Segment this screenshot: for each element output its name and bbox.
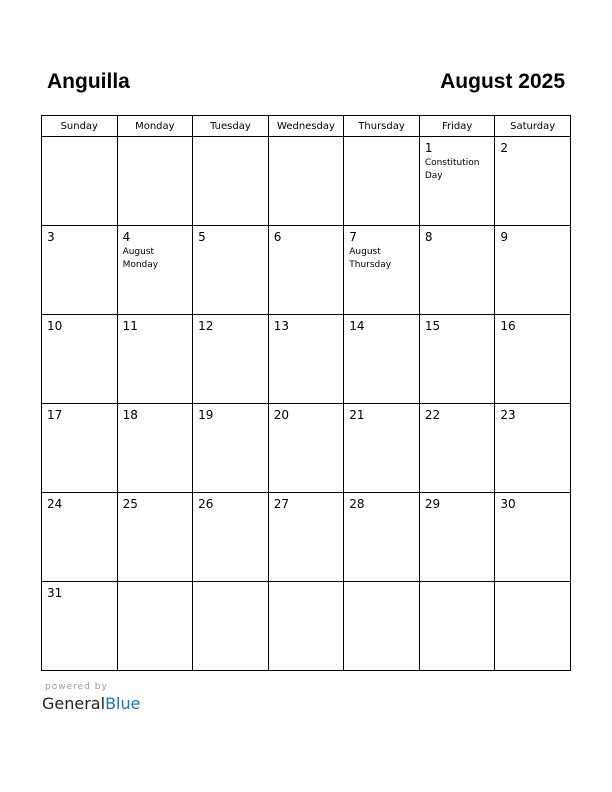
day-number: 23 xyxy=(500,408,516,422)
day-cell xyxy=(117,404,193,493)
weekday-sunday: Sunday xyxy=(42,116,118,137)
weekday-saturday: Saturday xyxy=(495,116,571,137)
day-cell xyxy=(495,493,571,582)
day-number: 5 xyxy=(198,230,206,244)
week-row xyxy=(42,315,571,404)
day-cell xyxy=(419,404,495,493)
day-cell xyxy=(42,315,118,404)
day-number: 25 xyxy=(122,497,138,511)
day-cell xyxy=(495,315,571,404)
day-cell xyxy=(193,137,269,226)
day-cell xyxy=(419,315,495,404)
day-number: 1 xyxy=(424,141,433,155)
day-cell xyxy=(268,315,344,404)
day-cell xyxy=(344,493,420,582)
day-cell xyxy=(419,582,495,671)
day-cell xyxy=(42,137,118,226)
day-number: 10 xyxy=(47,319,63,333)
day-cell xyxy=(193,582,269,671)
day-cell xyxy=(495,404,571,493)
day-cell xyxy=(495,226,571,315)
day-cell xyxy=(268,582,344,671)
day-number: 14 xyxy=(349,319,365,333)
day-cell xyxy=(42,493,118,582)
day-number: 15 xyxy=(424,319,441,333)
day-cell xyxy=(268,137,344,226)
holiday-label: August Thursday xyxy=(349,247,392,270)
day-cell xyxy=(193,315,269,404)
day-number: 21 xyxy=(349,408,365,422)
day-number: 26 xyxy=(198,497,214,511)
day-cell xyxy=(117,226,193,315)
day-number: 24 xyxy=(47,497,63,511)
day-cell xyxy=(419,137,495,226)
day-cell xyxy=(42,226,118,315)
day-cell xyxy=(117,493,193,582)
day-number: 29 xyxy=(424,497,441,511)
day-number: 28 xyxy=(349,497,365,511)
weekday-monday: Monday xyxy=(117,116,193,137)
powered-by-text: powered by xyxy=(45,682,108,692)
generalblue-logo[interactable] xyxy=(42,694,140,713)
weekday-wednesday: Wednesday xyxy=(268,116,344,137)
holiday-label: August Monday xyxy=(122,247,159,270)
day-number: 3 xyxy=(47,230,55,244)
day-cell xyxy=(344,315,420,404)
day-number: 11 xyxy=(122,319,138,333)
country-title: Anguilla xyxy=(47,70,130,93)
day-number: 6 xyxy=(273,230,282,244)
day-cell xyxy=(117,315,193,404)
week-row xyxy=(42,582,571,671)
day-number: 27 xyxy=(273,497,289,511)
month-year-title: August 2025 xyxy=(440,70,565,93)
day-cell xyxy=(344,226,420,315)
day-cell xyxy=(268,493,344,582)
brand-blue-text: Blue xyxy=(105,694,141,713)
day-cell xyxy=(344,404,420,493)
day-number: 8 xyxy=(424,230,433,244)
week-row xyxy=(42,493,571,582)
week-row xyxy=(42,226,571,315)
day-cell xyxy=(268,404,344,493)
day-number: 31 xyxy=(47,586,63,600)
week-row xyxy=(42,137,571,226)
day-number: 18 xyxy=(122,408,138,422)
day-cell xyxy=(495,137,571,226)
day-number: 20 xyxy=(273,408,289,422)
day-cell xyxy=(193,493,269,582)
day-number: 16 xyxy=(500,319,516,333)
day-cell xyxy=(344,582,420,671)
day-number: 30 xyxy=(500,497,516,511)
day-number: 17 xyxy=(47,408,63,422)
day-cell xyxy=(419,226,495,315)
weekday-friday: Friday xyxy=(419,116,495,137)
calendar-grid xyxy=(41,115,571,671)
day-cell xyxy=(193,404,269,493)
day-cell xyxy=(42,404,118,493)
day-cell xyxy=(193,226,269,315)
day-number: 22 xyxy=(424,408,441,422)
holiday-label: Constitution Day xyxy=(424,158,480,181)
weekday-thursday: Thursday xyxy=(344,116,420,137)
day-cell xyxy=(495,582,571,671)
weekday-tuesday: Tuesday xyxy=(193,116,269,137)
day-number: 7 xyxy=(349,230,357,244)
week-row xyxy=(42,404,571,493)
weekday-header-row xyxy=(42,116,571,137)
day-cell xyxy=(117,137,193,226)
day-cell xyxy=(42,582,118,671)
day-number: 9 xyxy=(500,230,509,244)
day-number: 4 xyxy=(122,230,131,244)
day-cell xyxy=(268,226,344,315)
day-cell xyxy=(419,493,495,582)
day-cell xyxy=(344,137,420,226)
day-number: 2 xyxy=(500,141,509,155)
day-number: 13 xyxy=(273,319,289,333)
day-number: 12 xyxy=(198,319,214,333)
day-cell xyxy=(117,582,193,671)
day-number: 19 xyxy=(198,408,214,422)
brand-general-text: General xyxy=(42,694,106,713)
